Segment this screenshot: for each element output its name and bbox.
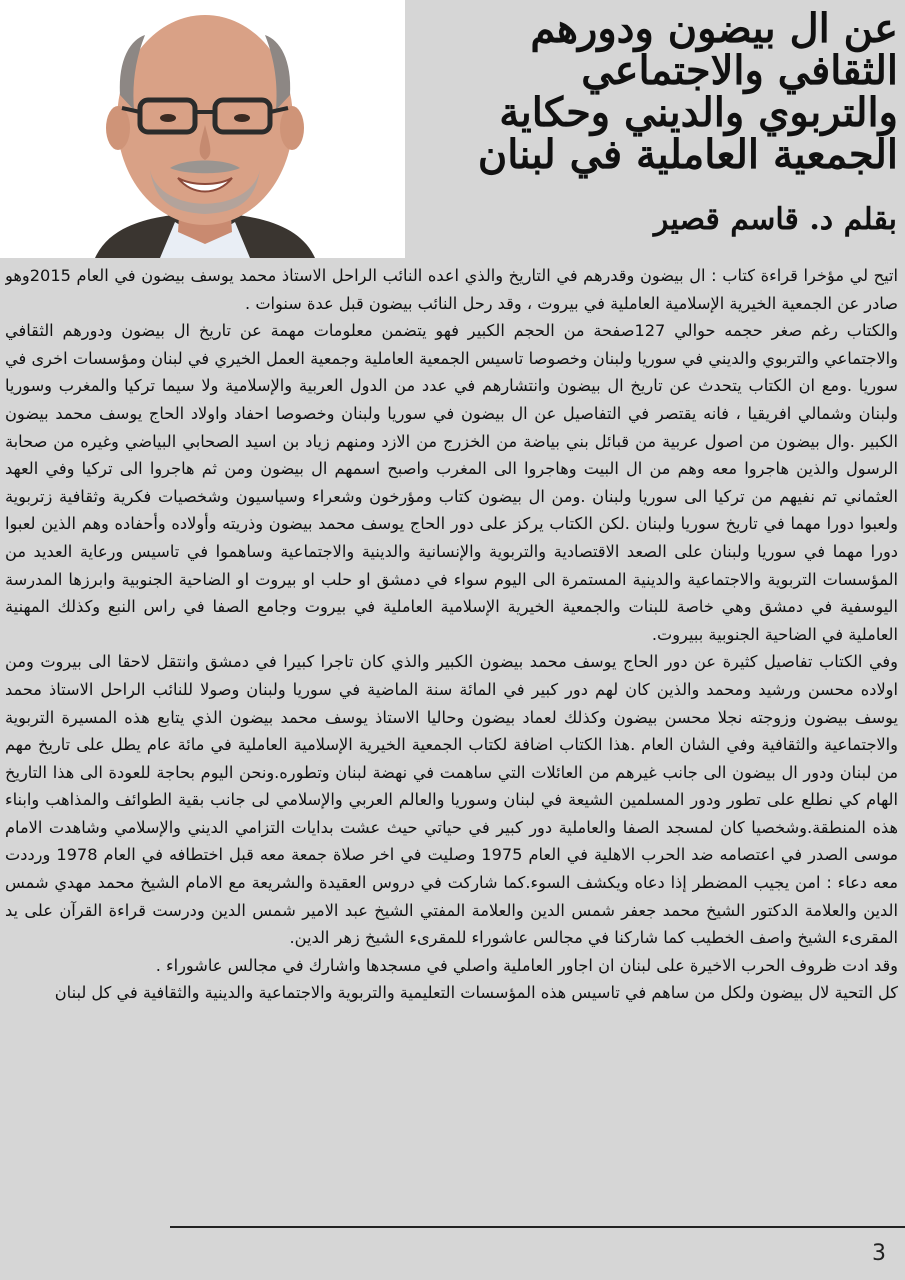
author-byline: بقلم د. قاسم قصير — [653, 202, 897, 237]
title-line: الثقافي والاجتماعي — [581, 47, 898, 94]
title-line: عن ال بيضون ودورهم — [530, 5, 898, 52]
paragraph: كل التحية لال بيضون ولكل من ساهم في تاسيس هذه المؤسسات التعليمية والتربوية والاجتماعية والدينية والثقافية في كل لبنان — [54, 983, 898, 1003]
paragraph: اتيح لي مؤخرا قراءة كتاب : ال بيضون وقدرهم في التاريخ والذي اعده النائب الراحل الاستاذ محمد يوسف بيضون في العام 2015وهو صادر عن الجمعية الخيرية الإسلامية العاملية في بيروت ، وقد رحل النائب بيضون قبل عدة سنوات . — [5, 266, 898, 313]
page-number: 3 — [872, 1241, 886, 1266]
paragraph: وقد ادت ظروف الحرب الاخيرة على لبنان ان اجاور العاملية واصلي في مسجدها واشارك في مجالس عاشوراء . — [155, 955, 898, 975]
footer-divider — [170, 1226, 905, 1228]
author-photo — [0, 0, 405, 258]
paragraph: والكتاب رغم صغر حجمه حوالي 127صفحة من الحجم الكبير فهو يتضمن معلومات مهمة عن تاريخ ال بيضون ودورهم الثقافي والاجتماعي والتربوي والديني في سوريا ولبنان وخصوصا تاسيس الجمعية العاملية وجمعية العمل الخيري في لبنان ومؤسسات اخرى في سوريا .ومع ان الكتاب يتحدث عن تاريخ ال بيضون وانتشارهم في عدد من الدول العربية والإسلامية ولا سيما تركيا والمغرب وسوريا ولبنان وشمالي افريقيا ، فانه يقتصر في التفاصيل عن ال بيضون في سوريا ولبنان وخصوصا احفاد واولاد الحاج يوسف محمد بيضون الكبير .وال بيضون من اصول عربية من قبائل بني بياضة من الخزرج من الازد ومنهم زياد بن اسيد الصحابي البياضي وغيره من صحابة الرسول والذين هاجروا معه وهم من ال البيت وهاجروا الى المغرب واصبح اسمهم ال بيضون ومن ثم هاجروا الى تركيا وفي العهد العثماني تم نفيهم من تركيا الى سوريا ولبنان .ومن ال بيضون كتاب ومؤرخون وشعراء وسياسيون وشخصيات فكرية وثقافية زتربوية ولعبوا دورا مهما في تاريخ سوريا ولبنان .لكن الكتاب يركز على دور الحاج يوسف محمد بيضون وذريته وأولاده وأحفاده وهم الذين لعبوا دورا مهما في سوريا ولبنان على الصعد الاقتصادية والتربوية والإنسانية والدينية والاجتماعية وساهموا في تاسيس ورعاية العديد من المؤسسات التربوية والاجتماعية والدينية المستمرة الى اليوم سواء في دمشق او حلب او بيروت او الضاحية الجنوبية وابرزها المدرسة اليوسفية في دمشق وهي خاصة للبنات والجمعية الخيرية الإسلامية العاملية في بيروت وجامع الصفا في راس النبع وكذلك المهنية العاملية في الضاحية الجنوبية ببيروت. — [5, 321, 898, 644]
article-body — [5, 262, 898, 1220]
paragraph: وفي الكتاب تفاصيل كثيرة عن دور الحاج يوسف محمد بيضون الكبير والذي كان تاجرا كبيرا في دمشق وانتقل لاحقا الى بيروت ومن اولاده محسن ورشيد ومحمد والذين كان لهم دور كبير في المائة سنة الماضية في سوريا ولبنان وصولا للنائب الراحل الاستاذ محمد يوسف بيضون وزوجته نجلا محسن بيضون وكذلك لعماد بيضون وحاليا الاستاذ يوسف محمد بيضون الذي يتابع هذه المسيرة التربوية والاجتماعية والثقافية وفي الشان العام .هذا الكتاب اضافة لكتاب الجمعية الخيرية الإسلامية العاملية في مائة عام يطل على تاريخ مهم من لبنان ودور ال بيضون الى جانب غيرهم من العائلات التي ساهمت في نهضة لبنان وتطوره.ونحن اليوم بحاجة للعودة الى هذا التاريخ الهام كي نطلع على تطور ودور المسلمين الشيعة في لبنان وسوريا والعالم العربي والإسلامي لى جانب بقية الطوائف والمذاهب وابناء هذه المنطقة.وشخصيا كان لمسجد الصفا والعاملية دور كبير في حياتي حيث عشت بدايات التزامي الديني والإسلامي وشاهدت الامام موسى الصدر في اعتصامه ضد الحرب الاهلية في العام 1975 وصليت في اخر صلاة جمعة معه قبل اختطافه في العام 1978 ورددت معه دعاء : امن يجيب المضطر إذا دعاه ويكشف السوء.كما شاركت في دروس العقيدة والشريعة مع الامام الشيخ محمد مهدي شمس الدين والعلامة الدكتور الشيخ محمد جعفر شمس الدين والعلامة المفتي الشيخ عبد الامير شمس الدين ودرست قراءة القرآن على يد المقرىء الشيخ واصف الخطيب كما شاركنا في مجالس عاشوراء للمقرىء الشيخ زهر الدين. — [5, 652, 898, 948]
article-title — [410, 5, 898, 178]
title-line: الجمعية العاملية في لبنان — [477, 131, 898, 178]
title-line: والتربوي والديني وحكاية — [499, 89, 898, 136]
author-portrait-image — [0, 0, 405, 258]
article-header — [0, 0, 905, 260]
